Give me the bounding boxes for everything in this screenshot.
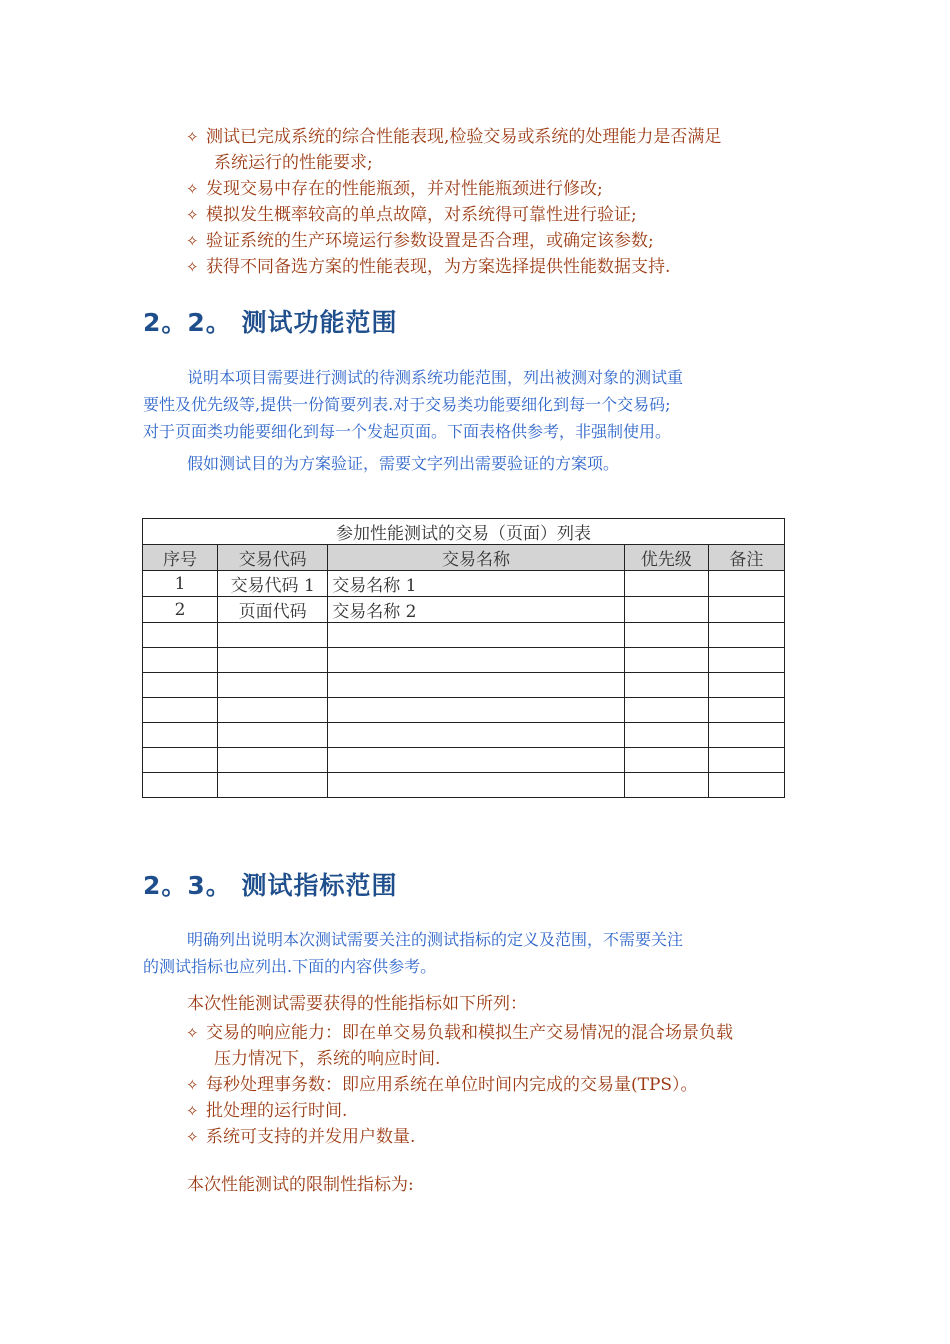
section-heading-2-3: 2。3。 测试指标范围 <box>143 871 398 900</box>
list-item: ✧ 验证系统的生产环境运行参数设置是否合理，或确定该参数; <box>186 228 826 254</box>
diamond-bullet-icon: ✧ <box>186 180 199 198</box>
list-item: ✧ 测试已完成系统的综合性能表现,检验交易或系统的处理能力是否满足 系统运行的性能要求; <box>186 124 826 176</box>
metrics-intro: 本次性能测试需要获得的性能指标如下所列： <box>187 994 527 1014</box>
section-heading-2-2: 2。2。 测试功能范围 <box>143 308 398 337</box>
table-row <box>143 698 785 723</box>
table-row: 1 交易代码 1 交易名称 1 <box>143 571 785 597</box>
metrics-list <box>186 1020 826 1150</box>
table-row <box>143 773 785 798</box>
section-2-2-note: 假如测试目的为方案验证，需要文字列出需要验证的方案项。 <box>187 454 620 473</box>
list-item: ✧ 系统可支持的并发用户数量. <box>186 1124 826 1150</box>
table-row: 2 页面代码 交易名称 2 <box>143 597 785 623</box>
table-row <box>143 748 785 773</box>
column-header: 备注 <box>708 545 784 571</box>
section-2-3-paragraph: 明确列出说明本次测试需要关注的测试指标的定义及范围，不需要关注 的测试指标也应列出.下面的内容供参考。 <box>143 930 684 976</box>
column-header: 交易代码 <box>218 545 328 571</box>
diamond-bullet-icon: ✧ <box>186 232 199 250</box>
goals-list <box>186 124 826 280</box>
table-row <box>143 723 785 748</box>
table-header-row <box>143 545 785 571</box>
list-item: ✧ 发现交易中存在的性能瓶颈，并对性能瓶颈进行修改; <box>186 176 826 202</box>
transaction-table <box>142 518 785 798</box>
table-row <box>143 673 785 698</box>
diamond-bullet-icon: ✧ <box>186 1102 199 1120</box>
column-header: 交易名称 <box>328 545 624 571</box>
section-2-2-paragraph: 说明本项目需要进行测试的待测系统功能范围，列出被测对象的测试重 要性及优先级等,提供一份简要列表.对于交易类功能要细化到每一个交易码; 对于页面类功能要细化到每一个发起页面。下面表格供参考，非强制使用。 <box>143 368 684 441</box>
table-row <box>143 648 785 673</box>
list-item: ✧ 模拟发生概率较高的单点故障，对系统得可靠性进行验证; <box>186 202 826 228</box>
table-caption: 参加性能测试的交易（页面）列表 <box>143 519 785 545</box>
diamond-bullet-icon: ✧ <box>186 128 199 146</box>
column-header: 优先级 <box>624 545 708 571</box>
table-row <box>143 623 785 648</box>
diamond-bullet-icon: ✧ <box>186 1076 199 1094</box>
diamond-bullet-icon: ✧ <box>186 206 199 224</box>
list-item: ✧ 每秒处理事务数：即应用系统在单位时间内完成的交易量(TPS）。 <box>186 1072 826 1098</box>
list-item: ✧ 交易的响应能力：即在单交易负载和模拟生产交易情况的混合场景负载 压力情况下，系统的响应时间. <box>186 1020 826 1072</box>
diamond-bullet-icon: ✧ <box>186 1128 199 1146</box>
list-item: ✧ 获得不同备选方案的性能表现，为方案选择提供性能数据支持. <box>186 254 826 280</box>
diamond-bullet-icon: ✧ <box>186 258 199 276</box>
list-item: ✧ 批处理的运行时间. <box>186 1098 826 1124</box>
limit-metrics-intro: 本次性能测试的限制性指标为: <box>187 1175 414 1195</box>
column-header: 序号 <box>143 545 218 571</box>
diamond-bullet-icon: ✧ <box>186 1024 199 1042</box>
